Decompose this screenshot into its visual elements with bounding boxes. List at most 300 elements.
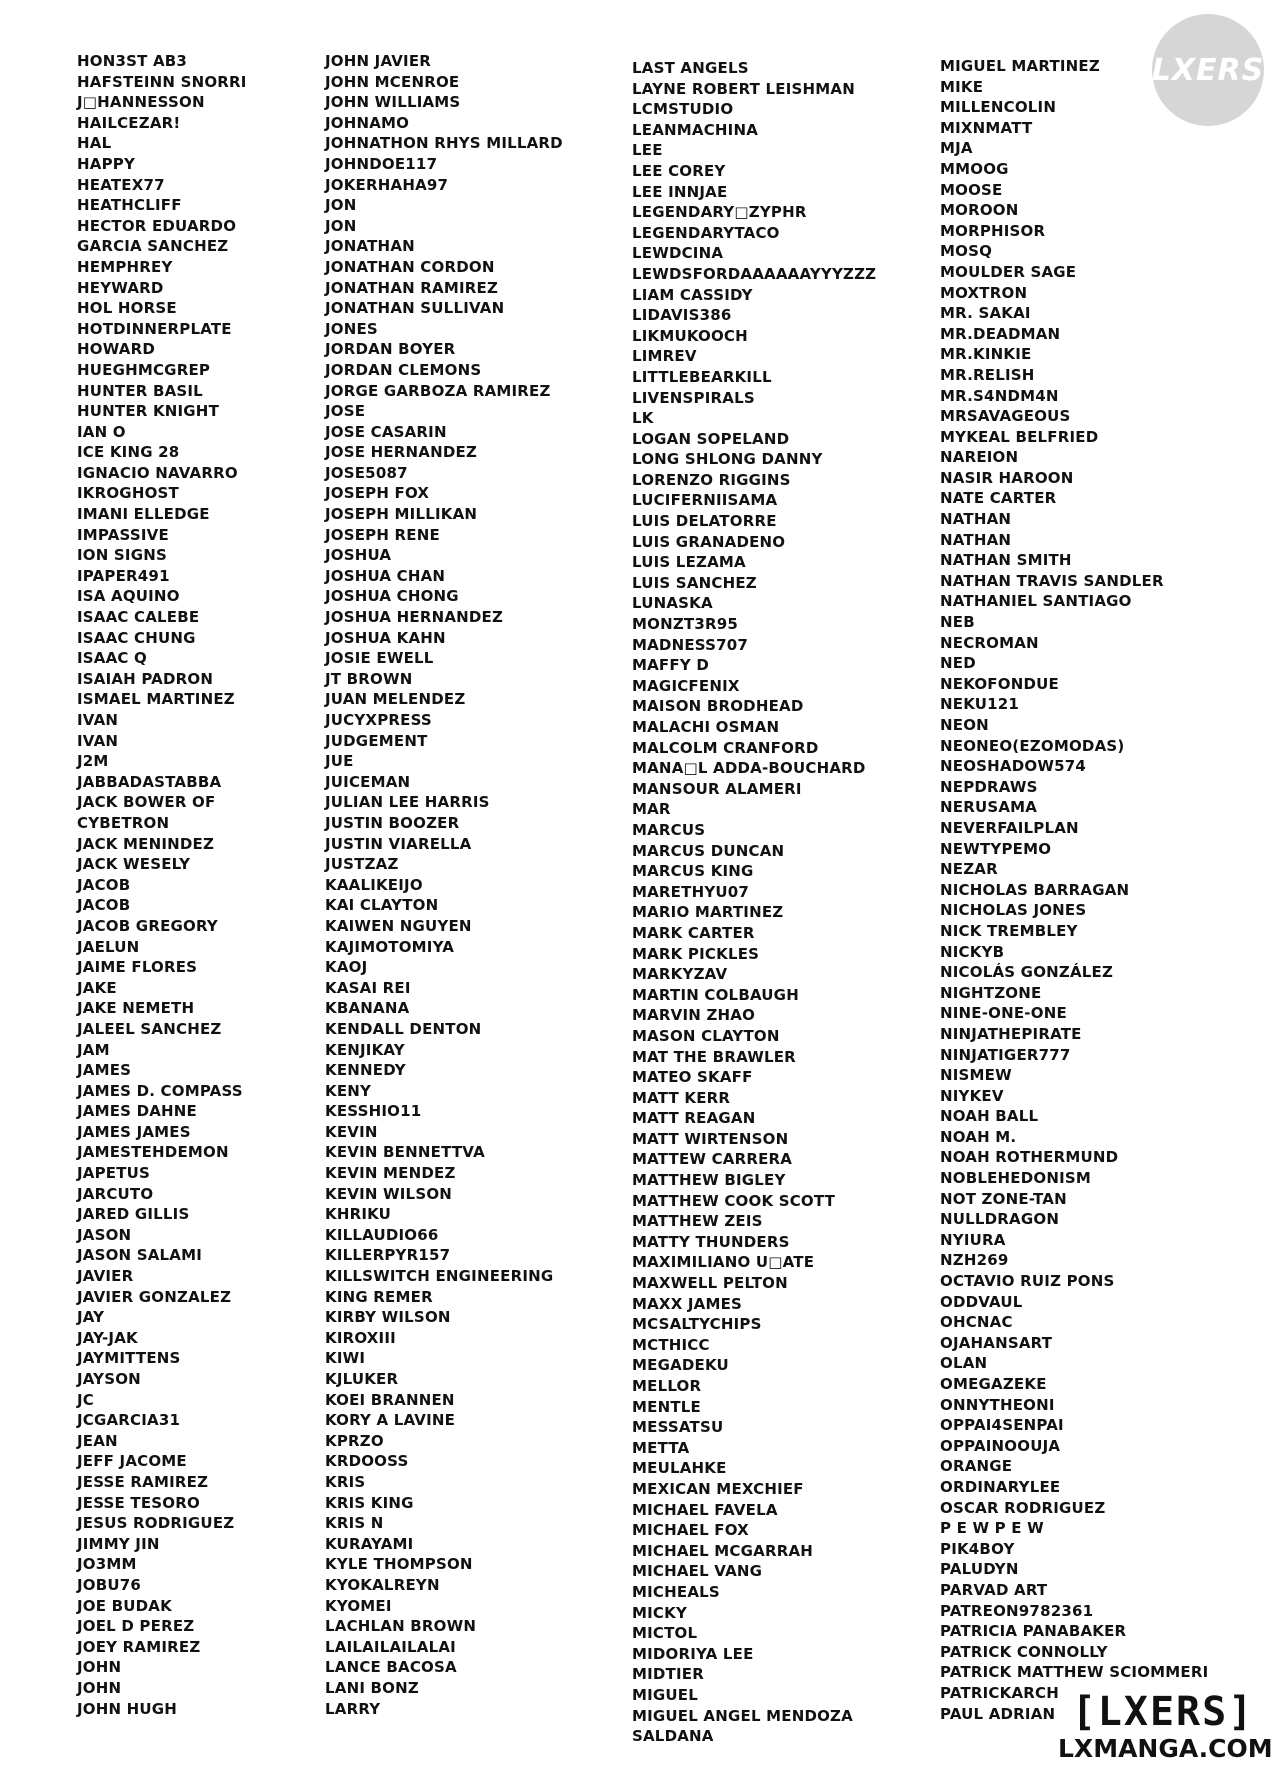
credit-name: NEWTYPEMO [940, 839, 1052, 858]
credit-name: IMPASSIVE [77, 525, 169, 544]
credit-name: KEVIN [325, 1122, 378, 1141]
credit-name: KASAI REI [325, 978, 411, 997]
credit-name: JAYSON [77, 1370, 141, 1388]
credit-name: ODDVAUL [940, 1292, 1023, 1311]
credit-name: KING REMER [325, 1287, 433, 1306]
credit-name: KRIS N [325, 1514, 384, 1533]
credit-name: NOAH M. [940, 1127, 1017, 1146]
credit-name: LEGENDARY□ZYPHR [632, 203, 807, 222]
credit-name: MARK PICKLES [632, 944, 760, 963]
credit-name: MEGADEKU [632, 1356, 729, 1375]
credit-name: JESSE TESORO [77, 1493, 200, 1512]
credit-name: NINJATHEPIRATE [940, 1024, 1082, 1043]
credit-name: HAFSTEINN SNORRI [77, 72, 247, 91]
credit-name: HOL HORSE [77, 299, 177, 318]
names-column-4 [940, 56, 1208, 1724]
credit-name: MOULDER SAGE [940, 262, 1077, 281]
credit-name: ISAIAH PADRON [77, 669, 214, 688]
credit-name: OPPAINOOUJA [940, 1436, 1061, 1455]
credit-name: OPPAI4SENPAI [940, 1416, 1064, 1435]
credit-name: JOHNATHON RHYS MILLARD [325, 134, 563, 153]
credit-name: IMANI ELLEDGE [77, 505, 210, 524]
credit-name: JUICEMAN [325, 772, 411, 791]
credit-name: JAY [77, 1308, 105, 1327]
credit-name: JACK WESELY [77, 855, 191, 874]
credit-name: MICKY [632, 1603, 688, 1622]
credit-name: PATRICKARCH [940, 1683, 1059, 1702]
credit-name: JUSTIN VIARELLA [325, 834, 472, 853]
credit-name: JOBU76 [77, 1575, 142, 1594]
credit-name: NATHAN [940, 510, 1012, 529]
credit-name: JESSE RAMIREZ [77, 1472, 209, 1491]
credit-name: JONES [325, 319, 378, 338]
credit-name: JONATHAN CORDON [325, 257, 495, 276]
credit-name: JONATHAN SULLIVAN [325, 299, 505, 318]
credit-name: MICHAEL MCGARRAH [632, 1541, 814, 1560]
credit-name: MAGICFENIX [632, 676, 740, 695]
credit-name: CYBETRON [77, 813, 170, 832]
credit-name: PARVAD ART [940, 1580, 1048, 1599]
credit-name: JOSHUA HERNANDEZ [325, 608, 504, 627]
credit-name: KJLUKER [325, 1370, 399, 1388]
credit-name: OCTAVIO RUIZ PONS [940, 1272, 1115, 1291]
credit-name: OLAN [940, 1354, 988, 1373]
credit-name: JAMES JAMES [77, 1122, 191, 1141]
credit-name: LIKMUKOOCH [632, 326, 748, 345]
credit-name: JACOB GREGORY [77, 916, 218, 935]
credit-name: MARETHYU07 [632, 882, 750, 901]
credit-name: KPRZO [325, 1431, 384, 1450]
credit-name: KYLE THOMPSON [325, 1555, 473, 1574]
credit-name: NOT ZONE-TAN [940, 1189, 1067, 1208]
credit-name: KOEI BRANNEN [325, 1390, 455, 1409]
credit-name: HUNTER KNIGHT [77, 402, 219, 421]
credit-name: NICHOLAS JONES [940, 901, 1087, 920]
credit-name: KAJIMOTOMIYA [325, 937, 454, 956]
credit-name: MICTOL [632, 1624, 698, 1643]
credit-name: J□HANNESSON [77, 93, 205, 112]
credit-name: MIGUEL [632, 1685, 699, 1704]
credit-name: JOSHUA KAHN [325, 628, 446, 647]
credit-name: MAT THE BRAWLER [632, 1047, 796, 1066]
credit-name: KEVIN WILSON [325, 1184, 453, 1203]
credit-name: KEVIN MENDEZ [325, 1164, 456, 1183]
credit-name: JOHN [77, 1678, 122, 1697]
credit-name: LAILAILAILALAI [325, 1637, 456, 1656]
credit-name: LEE COREY [632, 161, 726, 180]
credit-name: JOHN WILLIAMS [325, 93, 461, 112]
credit-name: LEWDSFORDAAAAAAYYYZZZ [632, 264, 877, 283]
credit-name: JUSTZAZ [325, 855, 399, 874]
credit-name: MAFFY D [632, 656, 709, 675]
credit-name: NATE CARTER [940, 489, 1057, 508]
credit-name: ISMAEL MARTINEZ [77, 690, 235, 709]
credit-name: JAKE [77, 978, 117, 997]
credit-name: KENNEDY [325, 1061, 406, 1080]
credit-name: JAMES [77, 1061, 132, 1080]
credit-name: MR. SAKAI [940, 304, 1031, 323]
credit-name: JOSE [325, 402, 366, 421]
credit-name: ION SIGNS [77, 546, 167, 565]
credit-name: HEATEX77 [77, 175, 165, 194]
credit-name: KYOMEI [325, 1596, 392, 1615]
names-column-1 [77, 51, 247, 1719]
credit-name: JUE [325, 752, 354, 771]
credit-name: LIDAVIS386 [632, 306, 732, 325]
credit-name: JOHNDOE117 [325, 154, 438, 173]
credit-name: OJAHANSART [940, 1333, 1053, 1352]
credit-name: MANA□L ADDA-BOUCHARD [632, 759, 866, 778]
watermark-brand: [LXERS] [1071, 1689, 1255, 1735]
credit-name: JIMMY JIN [77, 1534, 160, 1553]
credit-name: HEATHCLIFF [77, 196, 182, 215]
credit-name: JARCUTO [77, 1184, 154, 1203]
credit-name: OMEGAZEKE [940, 1375, 1047, 1393]
credit-name: PAUL ADRIAN [940, 1704, 1056, 1723]
credit-name: LEWDCINA [632, 244, 724, 263]
credit-name: PATRICK CONNOLLY [940, 1642, 1108, 1661]
credit-name: JASON SALAMI [77, 1246, 203, 1265]
credit-name: ISAAC CALEBE [77, 608, 200, 627]
credit-name: MICHAEL FOX [632, 1521, 749, 1540]
credit-name: LCMSTUDIO [632, 100, 734, 119]
credit-name: ORDINARYLEE [940, 1477, 1061, 1496]
credit-name: JOHN HUGH [77, 1699, 178, 1718]
credit-name: LUNASKA [632, 594, 713, 613]
credit-name: JAIME FLORES [77, 958, 198, 977]
credit-name: KBANANA [325, 999, 410, 1018]
credit-name: JOHN JAVIER [325, 52, 432, 70]
credit-name: JEFF JACOME [77, 1452, 187, 1471]
credit-name: JAYMITTENS [77, 1349, 181, 1368]
names-column-3 [632, 58, 876, 1747]
credit-name: IKROGHOST [77, 484, 179, 503]
credit-name: JAM [77, 1040, 110, 1059]
credit-name: LUCIFERNIISAMA [632, 491, 778, 510]
credit-name: HAPPY [77, 154, 136, 173]
credit-name: MALCOLM CRANFORD [632, 738, 819, 757]
credit-name: NATHAN TRAVIS SANDLER [940, 571, 1164, 590]
credit-name: NEVERFAILPLAN [940, 818, 1079, 837]
credit-name: JOSE5087 [325, 463, 408, 482]
credit-name: NEKU121 [940, 695, 1020, 714]
credit-name: JOHN MCENROE [325, 72, 460, 91]
names-column-2 [325, 51, 563, 1719]
credit-name: MATTEW CARRERA [632, 1150, 793, 1169]
credit-name: JACOB [77, 875, 131, 894]
credit-name: MIGUEL ANGEL MENDOZA [632, 1706, 853, 1725]
credit-name: MARKYZAV [632, 965, 728, 984]
credit-name: GARCIA SANCHEZ [77, 237, 229, 256]
credit-name: MR.KINKIE [940, 345, 1032, 364]
credit-name: JONATHAN RAMIREZ [325, 278, 499, 297]
credit-name: JORGE GARBOZA RAMIREZ [325, 381, 551, 400]
credit-name: MARK CARTER [632, 923, 755, 942]
credit-name: KORY A LAVINE [325, 1411, 456, 1430]
credit-name: LAYNE ROBERT LEISHMAN [632, 79, 855, 98]
credit-name: KILLSWITCH ENGINEERING [325, 1267, 554, 1286]
credit-name: JOSEPH MILLIKAN [325, 505, 478, 524]
credit-name: JCGARCIA31 [77, 1411, 181, 1430]
credit-name: JOSEPH FOX [325, 484, 430, 503]
credit-name: NINE-ONE-ONE [940, 1004, 1067, 1023]
credit-name: JOSEPH RENE [325, 525, 440, 544]
credit-name: MASON CLAYTON [632, 1026, 780, 1045]
watermark-site: LXMANGA.COM [1058, 1734, 1273, 1763]
credit-name: HUEGHMCGREP [77, 360, 211, 379]
credit-name: MILLENCOLIN [940, 98, 1057, 117]
credit-name: SALDANA [632, 1727, 714, 1746]
credit-name: LORENZO RIGGINS [632, 470, 791, 489]
credit-name: JAKE NEMETH [77, 999, 195, 1018]
credit-name: IAN O [77, 422, 126, 441]
credit-name: MR.RELISH [940, 365, 1035, 384]
credit-name: KESSHIO11 [325, 1102, 422, 1121]
lxers-logo-text: LXERS [1151, 52, 1265, 88]
credit-name: MCSALTYCHIPS [632, 1315, 762, 1334]
credit-name: NULLDRAGON [940, 1210, 1060, 1229]
credit-name: PATREON9782361 [940, 1601, 1094, 1620]
credit-name: KEVIN BENNETTVA [325, 1143, 485, 1162]
credit-name: MAXX JAMES [632, 1294, 743, 1313]
credit-name: NISMEW [940, 1066, 1012, 1085]
credit-name: JONATHAN [325, 237, 415, 256]
credit-name: NICK TREMBLEY [940, 921, 1078, 940]
credit-name: LK [632, 409, 654, 428]
credit-name: LEE INNJAE [632, 182, 728, 201]
credit-name: JOHN [77, 1658, 122, 1677]
credit-name: MADNESS707 [632, 635, 749, 654]
credit-name: KIWI [325, 1349, 366, 1368]
credit-name: LACHLAN BROWN [325, 1617, 477, 1636]
credit-name: MARVIN ZHAO [632, 1006, 756, 1025]
credit-name: MORPHISOR [940, 221, 1046, 240]
credit-name: HEYWARD [77, 278, 164, 297]
credit-name: KRIS [325, 1472, 366, 1491]
credit-name: KAOJ [325, 958, 368, 977]
credit-name: KHRIKU [325, 1205, 392, 1224]
credit-name: MOXTRON [940, 283, 1028, 302]
credit-name: MICHAEL FAVELA [632, 1500, 778, 1519]
credit-name: NEKOFONDUE [940, 674, 1059, 693]
credit-name: JACK BOWER OF [77, 793, 216, 812]
credit-name: HEMPHREY [77, 257, 173, 276]
credit-name: IGNACIO NAVARRO [77, 463, 238, 482]
lxers-logo [1152, 14, 1264, 126]
credit-name: JUSTIN BOOZER [325, 813, 460, 832]
credit-name: JOSHUA [325, 546, 392, 565]
credit-name: NASIR HAROON [940, 468, 1074, 487]
credit-name: JAVIER [77, 1267, 134, 1286]
credit-name: NATHAN SMITH [940, 551, 1072, 570]
credit-name: OSCAR RODRIGUEZ [940, 1498, 1106, 1517]
credit-name: LIMREV [632, 347, 697, 366]
credit-name: MCTHICC [632, 1335, 710, 1354]
credit-name: JESUS RODRIGUEZ [77, 1514, 235, 1533]
credit-name: JOEL D PEREZ [77, 1617, 195, 1636]
credit-name: JACOB [77, 896, 131, 915]
credit-name: NATHANIEL SANTIAGO [940, 592, 1132, 611]
credit-name: MYKEAL BELFRIED [940, 427, 1099, 446]
credit-name: MR.S4NDM4N [940, 386, 1059, 405]
credit-name: KYOKALREYN [325, 1575, 440, 1594]
credit-name: MESSATSU [632, 1418, 724, 1437]
credit-name: NYIURA [940, 1230, 1006, 1249]
credit-name: NOAH BALL [940, 1107, 1039, 1126]
credit-name: NEONEO(EZOMODAS) [940, 736, 1125, 755]
credit-name: ONNYTHEONI [940, 1395, 1055, 1414]
credit-name: LAST ANGELS [632, 59, 749, 77]
credit-name: MARIO MARTINEZ [632, 903, 784, 922]
credit-name: JON [325, 216, 357, 235]
credit-name: KAALIKEIJO [325, 875, 423, 894]
credit-name: HECTOR EDUARDO [77, 216, 237, 235]
credit-name: NED [940, 654, 976, 673]
credit-name: KILLERPYR157 [325, 1246, 451, 1265]
credit-name: PALUDYN [940, 1560, 1019, 1579]
credit-name: MRSAVAGEOUS [940, 407, 1071, 426]
credit-name: MARCUS [632, 820, 706, 839]
credit-name: NERUSAMA [940, 798, 1038, 817]
credit-name: LONG SHLONG DANNY [632, 450, 823, 469]
credit-name: MICHAEL VANG [632, 1562, 763, 1581]
credit-name: JACK MENINDEZ [77, 834, 215, 853]
credit-name: MAXIMILIANO U□ATE [632, 1253, 815, 1272]
credit-name: MATTHEW COOK SCOTT [632, 1191, 836, 1210]
credit-name: PATRICK MATTHEW SCIOMMERI [940, 1663, 1209, 1682]
credit-name: KIROXIII [325, 1328, 396, 1347]
credit-name: MOOSE [940, 180, 1003, 199]
credit-name: MIGUEL MARTINEZ [940, 57, 1100, 75]
credit-name: KAI CLAYTON [325, 896, 439, 915]
credit-name: JAMESTEHDEMON [77, 1143, 229, 1162]
credit-name: MATT WIRTENSON [632, 1129, 789, 1148]
credit-name: JAELUN [77, 937, 140, 956]
credit-name: MARTIN COLBAUGH [632, 985, 799, 1004]
credit-name: JORDAN BOYER [325, 340, 456, 359]
credit-name: NEOSHADOW574 [940, 757, 1086, 776]
credit-name: LIVENSPIRALS [632, 388, 755, 407]
credit-name: KAIWEN NGUYEN [325, 916, 472, 935]
credit-name: LARRY [325, 1699, 381, 1718]
credit-name: JOE BUDAK [77, 1596, 172, 1615]
credit-name: JALEEL SANCHEZ [77, 1019, 222, 1038]
credit-name: MATTHEW BIGLEY [632, 1171, 786, 1190]
credit-name: KRDOOSS [325, 1452, 409, 1471]
credit-name: JOHNAMO [325, 113, 410, 132]
credit-name: NEZAR [940, 860, 998, 879]
credit-name: NAREION [940, 448, 1019, 467]
credit-name: LEGENDARYTACO [632, 223, 780, 242]
credit-name: NEON [940, 716, 989, 734]
credit-name: KRIS KING [325, 1493, 414, 1512]
credit-name: MATTHEW ZEIS [632, 1212, 763, 1231]
credit-name: JAY-JAK [77, 1328, 138, 1347]
credit-name: JOKERHAHA97 [325, 175, 449, 194]
credit-name: JUCYXPRESS [325, 711, 432, 729]
credit-name: MONZT3R95 [632, 615, 739, 634]
credit-name: LUIS LEZAMA [632, 553, 746, 572]
credit-name: LEE [632, 141, 663, 160]
credit-name: JORDAN CLEMONS [325, 360, 482, 379]
credit-name: JEAN [77, 1431, 118, 1450]
credit-name: HOTDINNERPLATE [77, 319, 232, 338]
credit-name: MOROON [940, 201, 1019, 220]
credit-name: JOSE CASARIN [325, 422, 447, 441]
credit-name: NEPDRAWS [940, 777, 1038, 796]
credit-name: JAMES DAHNE [77, 1102, 198, 1121]
credit-name: JOSHUA CHAN [325, 566, 446, 585]
credit-name: ORANGE [940, 1457, 1013, 1476]
credit-name: KENDALL DENTON [325, 1019, 482, 1038]
credit-name: JARED GILLIS [77, 1205, 190, 1224]
credit-name: MJA [940, 139, 973, 158]
credit-name: JOSIE EWELL [325, 649, 434, 668]
credit-name: MATEO SKAFF [632, 1068, 753, 1087]
credit-name: NINJATIGER777 [940, 1045, 1071, 1064]
credit-name: MICHEALS [632, 1582, 720, 1601]
credit-name: METTA [632, 1438, 690, 1457]
credit-name: MATTY THUNDERS [632, 1232, 790, 1251]
credit-name: JOEY RAMIREZ [77, 1637, 201, 1656]
credit-name: JT BROWN [325, 669, 413, 688]
credit-name: LUIS SANCHEZ [632, 573, 757, 592]
credit-name: ISAAC CHUNG [77, 628, 196, 647]
credit-name: IVAN [77, 711, 119, 729]
credit-name: LUIS GRANADENO [632, 532, 786, 551]
credit-name: IPAPER491 [77, 566, 170, 585]
credit-name: NICHOLAS BARRAGAN [940, 880, 1130, 899]
credit-name: JO3MM [77, 1555, 137, 1574]
credit-name: MEULAHKE [632, 1459, 727, 1478]
credit-name: LANI BONZ [325, 1678, 419, 1697]
credit-name: MIDORIYA LEE [632, 1644, 754, 1663]
credit-name: MOSQ [940, 242, 993, 261]
credit-name: P E W P E W [940, 1519, 1044, 1538]
credit-name: JOSHUA CHONG [325, 587, 459, 606]
credit-name: IVAN [77, 731, 119, 750]
credit-name: HAILCEZAR! [77, 113, 181, 132]
credit-name: JAMES D. COMPASS [77, 1081, 243, 1100]
credit-name: JUAN MELENDEZ [325, 690, 466, 709]
credit-name: OHCNAC [940, 1313, 1013, 1332]
site-watermark [1058, 1689, 1273, 1764]
credit-name: MENTLE [632, 1397, 701, 1416]
credit-name: MIXNMATT [940, 118, 1033, 137]
credit-name: ISA AQUINO [77, 587, 180, 606]
credit-name: MATT REAGAN [632, 1109, 756, 1128]
credit-name: NIYKEV [940, 1086, 1004, 1105]
credit-name: HON3ST AB3 [77, 52, 188, 70]
credit-name: MR.DEADMAN [940, 324, 1061, 343]
credit-name: MIKE [940, 77, 984, 96]
credit-name: JULIAN LEE HARRIS [325, 793, 490, 812]
credit-name: LUIS DELATORRE [632, 512, 777, 531]
credit-name: LOGAN SOPELAND [632, 429, 790, 448]
credit-name: MANSOUR ALAMERI [632, 779, 802, 798]
credit-name: JASON [77, 1225, 132, 1244]
credit-name: LEANMACHINA [632, 120, 759, 139]
credit-name: LANCE BACOSA [325, 1658, 457, 1677]
credit-name: JOSE HERNANDEZ [325, 443, 478, 462]
credit-name: MARCUS DUNCAN [632, 841, 785, 860]
credit-name: LIAM CASSIDY [632, 285, 753, 304]
credit-name: MAISON BRODHEAD [632, 697, 804, 716]
credit-name: MARCUS KING [632, 862, 754, 881]
credit-name: MAXWELL PELTON [632, 1274, 788, 1293]
credit-name: ICE KING 28 [77, 443, 180, 462]
credit-name: NOAH ROTHERMUND [940, 1148, 1119, 1167]
